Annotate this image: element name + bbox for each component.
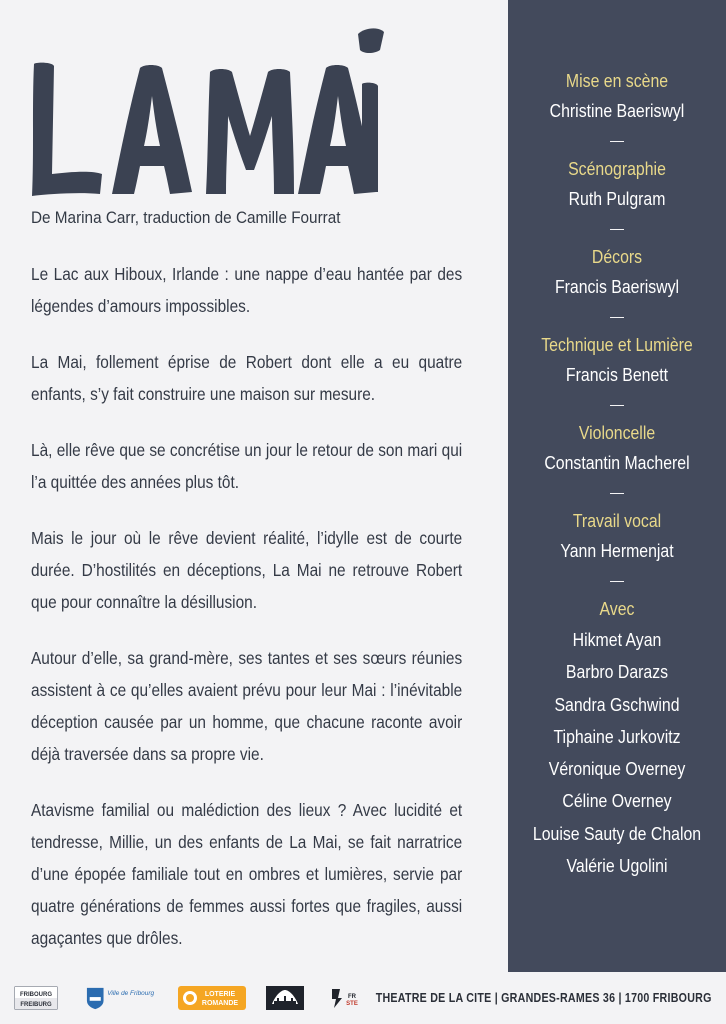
byline: De Marina Carr, traduction de Camille Fourrat (31, 208, 341, 227)
credit-separator: — (610, 572, 624, 588)
credit-name: Francis Benett (565, 365, 669, 385)
credit-name: Ruth Pulgram (568, 189, 666, 209)
credit-role: Technique et Lumière (541, 335, 693, 355)
credit-separator: — (610, 132, 624, 148)
cast-member: Barbro Darazs (565, 662, 669, 683)
dance-emblem-logo (326, 986, 362, 1010)
credits-list (508, 66, 726, 882)
footer (0, 972, 726, 1024)
ville-de-fribourg-logo (82, 986, 162, 1010)
title-logo (28, 24, 388, 204)
theatre-emblem-logo (266, 986, 304, 1010)
svg-text:FR: FR (348, 994, 356, 1000)
synopsis-paragraph: La Mai, follement éprise de Robert dont elle a eu quatre enfants, s’y fait construire une maison sur mesure. (31, 352, 463, 404)
synopsis (31, 258, 509, 978)
synopsis-paragraph: Le Lac aux Hiboux, Irlande : une nappe d’eau hantée par des légendes d’amours impossibles. (31, 264, 463, 316)
cast-member: Véronique Overney (548, 759, 686, 780)
cast-member: Tiphaine Jurkovitz (553, 726, 681, 747)
credit-separator: — (610, 396, 624, 412)
credit-separator: — (610, 220, 624, 236)
credit-block (508, 242, 726, 330)
cast-member: Céline Overney (562, 791, 672, 812)
credit-name: Constantin Macherel (544, 453, 690, 473)
credit-separator: — (610, 308, 624, 324)
svg-text:LOTERIE: LOTERIE (204, 991, 236, 998)
svg-text:FRIBOURG: FRIBOURG (20, 992, 52, 998)
credit-block (508, 418, 726, 506)
svg-text:ROMANDE: ROMANDE (201, 1000, 239, 1007)
cast-label: Avec (599, 599, 635, 619)
credit-role: Violoncelle (578, 423, 656, 443)
credit-role: Scénographie (568, 159, 666, 179)
title-text: LA MAi (28, 24, 32, 25)
cast-member: Hikmet Ayan (572, 630, 662, 650)
synopsis-paragraph: Mais le jour où le rêve devient réalité, l’idylle est de courte durée. D’hostilités en déceptions, La Mai ne retrouve Robert que pour connaître la désillusion. (31, 528, 463, 612)
credit-block (508, 154, 726, 242)
credit-role: Mise en scène (565, 71, 669, 91)
credit-name: Christine Baeriswyl (549, 101, 685, 121)
credit-role: Travail vocal (572, 511, 662, 531)
cast-member: Sandra Gschwind (554, 694, 680, 715)
cast-member: Louise Sauty de Chalon (532, 823, 702, 844)
synopsis-paragraph: Atavisme familial ou malédiction des lieux ? Avec lucidité et tendresse, Millie, un des enfants de La Mai, se fait narratrice d’une épopée familiale tout en ombres et lumières, servie par quatre générations de femmes aussi fortes que fragiles, aussi agaçantes que drôles. (31, 800, 463, 948)
venue-address: THEATRE DE LA CITE | GRANDES-RAMES 36 | 1700 FRIBOURG (376, 990, 712, 1005)
svg-text:STE: STE (346, 1001, 358, 1007)
svg-text:FREIBURG: FREIBURG (20, 1002, 52, 1008)
credit-role: Décors (591, 247, 643, 267)
cast-member: Valérie Ugolini (566, 856, 668, 877)
canton-fribourg-logo (14, 986, 58, 1010)
cast-block (508, 594, 726, 882)
credit-block (508, 330, 726, 418)
credit-name: Yann Hermenjat (560, 541, 674, 561)
credits-panel (508, 0, 726, 972)
credit-name: Francis Baeriswyl (554, 277, 680, 297)
credit-block (508, 506, 726, 594)
svg-text:Ville de Fribourg: Ville de Fribourg (107, 990, 155, 998)
credit-block (508, 66, 726, 154)
loterie-romande-logo (178, 986, 246, 1010)
synopsis-paragraph: Autour d’elle, sa grand-mère, ses tantes et ses sœurs réunies assistent à ce qu’elles avaient prévu pour leur Mai : l’inévitable déception causée par un homme, que chacune raconte avoir déjà traversée dans sa propre vie. (31, 648, 463, 764)
credit-separator: — (610, 484, 624, 500)
synopsis-paragraph: Là, elle rêve que se concrétise un jour le retour de son mari qui l’a quittée des années plus tôt. (31, 440, 463, 492)
